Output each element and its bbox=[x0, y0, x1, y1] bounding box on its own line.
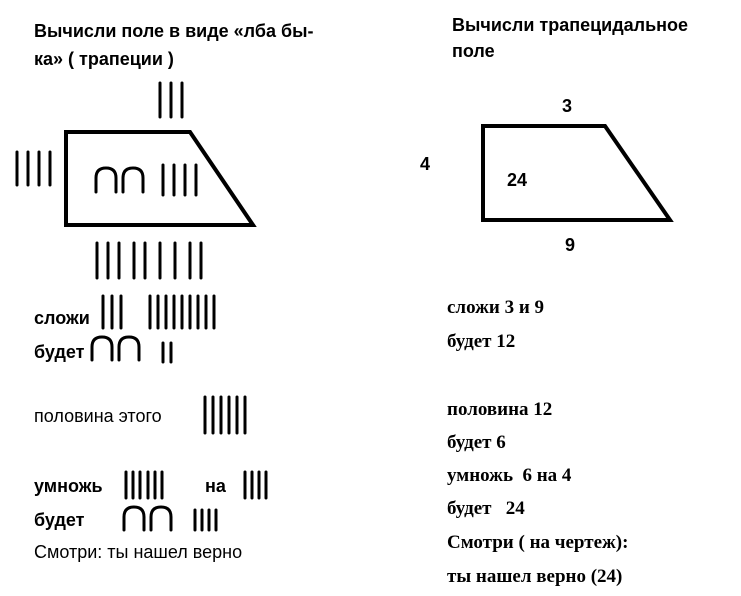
right-step-check: Смотри ( на чертеж): bbox=[447, 532, 629, 553]
right-title-line2: поле bbox=[452, 41, 495, 61]
left-result-label-2: будет bbox=[34, 510, 85, 530]
right-step-result-24: будет 24 bbox=[447, 498, 525, 519]
right-step-verdict: ты нашел верно (24) bbox=[447, 566, 623, 587]
right-title-line1: Вычисли трапецидальное bbox=[452, 15, 689, 35]
left-multiply-label: умножь bbox=[34, 476, 103, 496]
right-step-result-6: будет 6 bbox=[447, 432, 506, 453]
right-area-label: 24 bbox=[507, 170, 528, 190]
left-half-label: половина этого bbox=[34, 406, 162, 426]
left-title-line2: ка» ( трапеции ) bbox=[34, 49, 174, 69]
right-bottom-side-label: 9 bbox=[565, 235, 576, 255]
left-add-label: сложи bbox=[34, 308, 90, 328]
right-step-half: половина 12 bbox=[447, 399, 553, 420]
left-result-label: будет bbox=[34, 342, 85, 362]
left-by-label: на bbox=[205, 476, 226, 496]
right-height-label: 4 bbox=[420, 154, 431, 174]
right-step-result-12: будет 12 bbox=[447, 331, 516, 352]
right-top-side-label: 3 bbox=[562, 96, 573, 116]
right-step-add: сложи 3 и 9 bbox=[447, 297, 545, 318]
left-title-line1: Вычисли поле в виде «лба бы- bbox=[34, 21, 314, 41]
right-step-multiply: умножь 6 на 4 bbox=[447, 465, 572, 486]
left-check-text: Смотри: ты нашел верно bbox=[34, 542, 243, 562]
